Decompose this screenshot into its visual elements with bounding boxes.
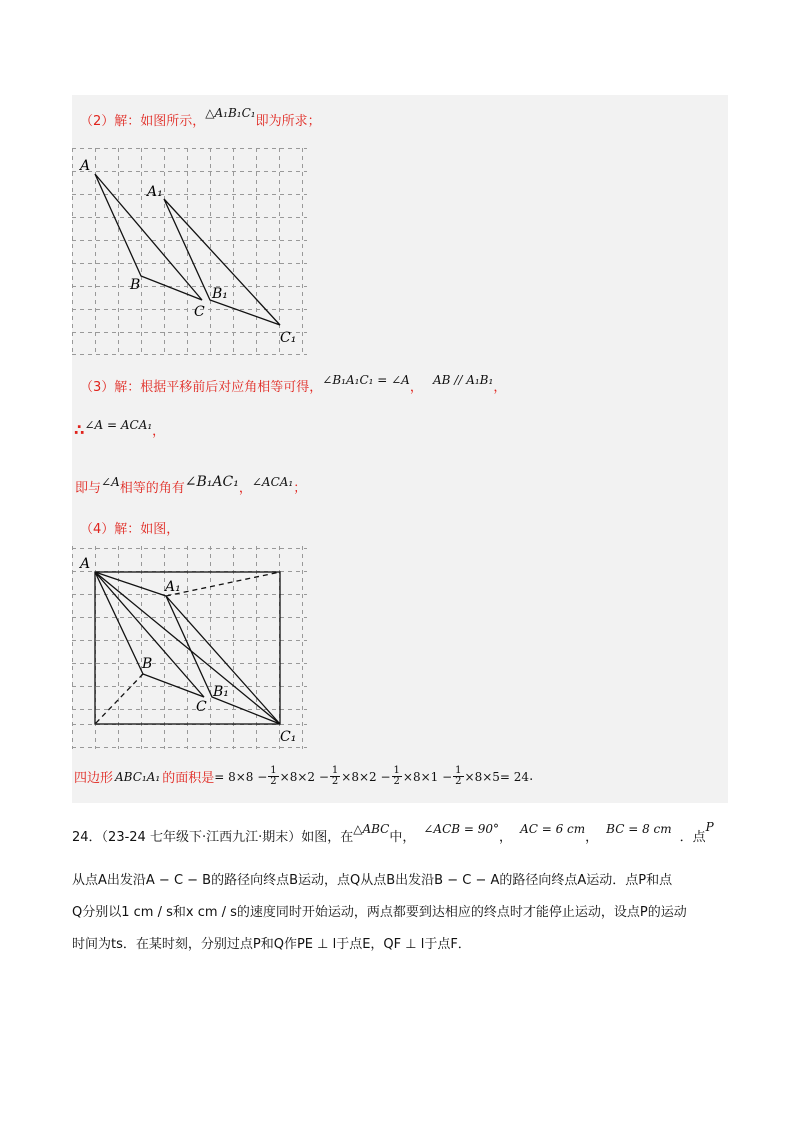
translation-figure-2 <box>72 546 307 749</box>
label-B1: B₁ <box>212 286 228 302</box>
q24-sep1: ， <box>499 830 513 845</box>
label-C1: C₁ <box>280 330 297 346</box>
part3-eq1: ∠B₁A₁C₁ = ∠A <box>322 373 410 387</box>
question-24-line3: Q分别以1 cm / s和x cm / s的速度同时开始运动，两点都要到达相应的终点时才能停止运动，设点P的运动 <box>72 905 687 920</box>
part3-angle-1: ∠B₁AC₁ <box>184 474 239 490</box>
part4-result-mid: 的面积是 <box>162 771 215 786</box>
q24-sep2: ， <box>585 830 599 845</box>
question-24-line1 <box>72 820 714 845</box>
translation-figure-1 <box>72 148 307 355</box>
q24-eq3: BC = 8 cm <box>606 822 672 836</box>
label-A1-2: A₁ <box>165 579 181 595</box>
area-expression: = 8×8 − $\frac{1}{2}$ ×8×2 − $\frac{1}{2}$ ×8×2 − $\frac{1}{2}$ ×8×1 − $\frac{1}{2}$ ×8×5 = 24 <box>214 765 530 787</box>
label-B: B <box>130 277 141 293</box>
label-C1-2: C₁ <box>280 729 297 745</box>
part3-angle-2: ∠ACA₁ <box>251 475 294 489</box>
part3-line1 <box>80 373 507 395</box>
q24-triangle: △ABC <box>353 822 390 836</box>
part3-mid3: 相等的角有 <box>119 481 185 496</box>
part3-sep1: ， <box>409 380 423 395</box>
part3-line2 <box>74 420 165 439</box>
part3-line3 <box>75 474 307 496</box>
part2-suffix: 即为所求； <box>255 114 321 129</box>
part3-end3: ； <box>293 481 307 496</box>
part4-result <box>74 766 533 787</box>
part4-title: （4）解：如图， <box>80 522 180 537</box>
triangle-A1B1C1 <box>164 199 280 325</box>
dashed-A1-to-corner <box>166 572 280 596</box>
part3-prefix3: 即与 <box>75 481 102 496</box>
label-C: C <box>194 304 205 320</box>
label-C-2: C <box>196 699 207 715</box>
therefore-symbol: ∴ <box>74 421 85 439</box>
q24-eq1: ∠ACB = 90° <box>423 822 500 836</box>
part3-end2: ， <box>152 424 166 439</box>
question-24-line4: 时间为ts．在某时刻，分别过点P和Q作PE ⊥ l于点E，QF ⊥ l于点F． <box>72 937 471 952</box>
q24-point-lead: ．点 <box>679 830 706 845</box>
part3-sep3: ， <box>238 481 252 496</box>
part4-result-prefix: 四边形 <box>74 771 114 786</box>
q24-intro: 24．（23-24 七年级下·江西九江·期末）如图，在 <box>72 830 354 845</box>
part4-quad: ABC₁A₁ <box>115 769 161 784</box>
area-result: = 24 <box>499 769 530 784</box>
label-A: A <box>80 158 91 174</box>
part3-angle-A: ∠A <box>101 475 120 489</box>
part2-triangle: △A₁B₁C₁ <box>205 106 256 120</box>
part3-reason: （3）解：根据平移前后对应角相等可得， <box>80 380 323 395</box>
part3-eq2: AB // A₁B₁ <box>433 373 494 387</box>
label-B-2: B <box>142 656 153 672</box>
label-B1-2: B₁ <box>213 684 229 700</box>
q24-eq2: AC = 6 cm <box>520 822 586 836</box>
part2-prefix: （2）解：如图所示， <box>80 114 206 129</box>
part2-line <box>80 106 321 129</box>
part4-result-end: . <box>529 769 534 784</box>
q24-mid: 中， <box>389 830 416 845</box>
part3-end1: ， <box>493 380 507 395</box>
question-24-line2: 从点A出发沿A − C − B的路径向终点B运动，点Q从点B出发沿B − C − A的路径向终点A运动．点P和点 <box>72 873 673 888</box>
label-A1: A₁ <box>147 184 163 200</box>
label-A-2: A <box>80 556 91 572</box>
triangle-A1B1C1-2 <box>166 596 280 724</box>
part3-eq3: ∠A = ACA₁ <box>84 418 153 432</box>
q24-point-P: P <box>705 820 714 834</box>
grid-1 <box>72 148 307 355</box>
